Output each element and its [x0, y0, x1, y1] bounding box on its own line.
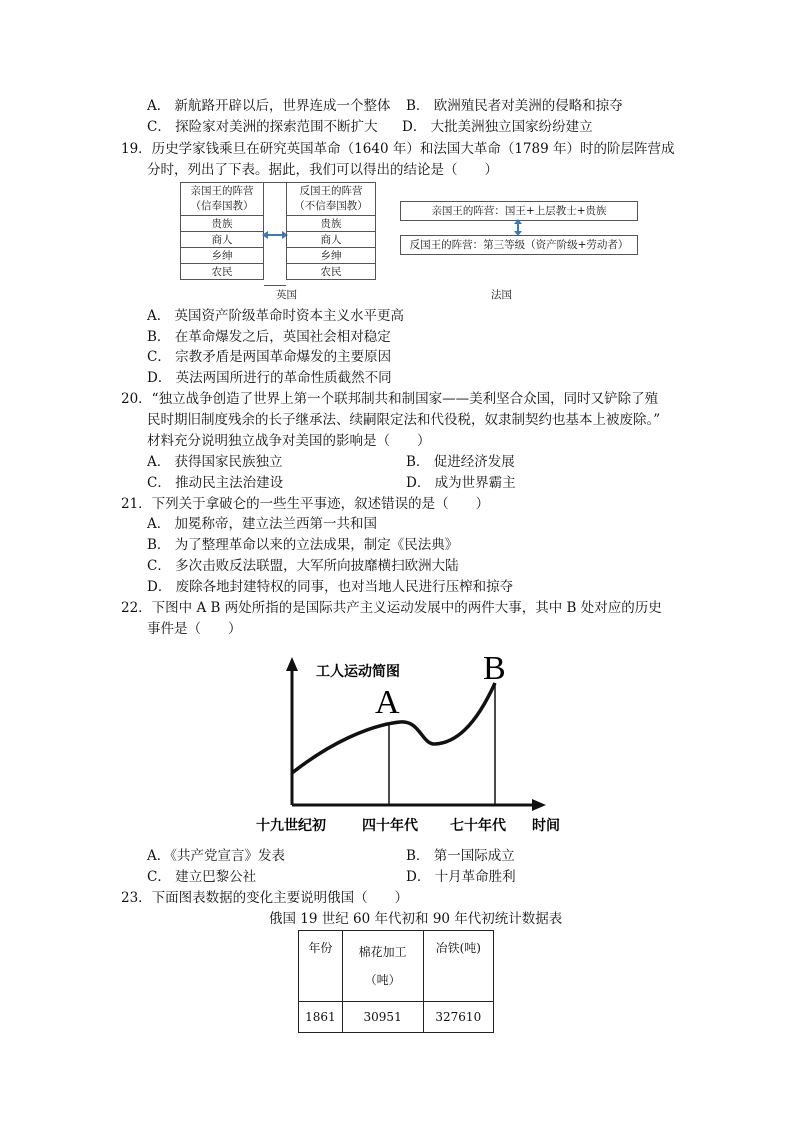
q20-stem-line1: 20．“独立战争创造了世界上第一个联邦制共和制国家——美利坚合众国，同时又铲除了殖 [121, 391, 659, 407]
header-iron: 冶铁(吨) [423, 931, 493, 1002]
q20-stem-line3: 材料充分说明独立战争对美国的影响是（ ） [147, 433, 431, 449]
king-camp-header: 亲国王的阵营 （信奉国教） [181, 183, 264, 216]
worker-movement-chart [250, 645, 580, 845]
q20-option-c: C． 推动民主法治建设 [147, 475, 284, 491]
header-cotton: 棉花加工 （吨） [342, 931, 423, 1002]
anti-king-camp-row: 贵族 [287, 216, 376, 232]
q21-stem: 21．下列关于拿破仑的一些生平事迹，叙述错误的是（ ） [121, 496, 490, 512]
q18-option-a: A． 新航路开辟以后，世界连成一个整体 [147, 98, 391, 114]
cell-year: 1861 [299, 1002, 343, 1033]
england-anti-king-camp-table [286, 182, 376, 280]
y-axis-arrow-icon [286, 657, 298, 671]
russia-stats-table [298, 930, 494, 1033]
q22-option-a: A．《共产党宣言》发表 [147, 848, 285, 864]
x-tick-label: 十九世纪初 [256, 818, 326, 834]
king-camp-row: 商人 [181, 232, 264, 248]
label-b: B [483, 650, 506, 687]
header-year: 年份 [299, 931, 343, 1002]
label-a: A [375, 684, 400, 721]
q20-option-d: D． 成为世界霸主 [406, 475, 516, 491]
cell-cotton: 30951 [342, 1002, 423, 1033]
q19-option-b: B． 在革命爆发之后，英国社会相对稳定 [147, 329, 391, 345]
q22-stem-line1: 22．下图中 A B 两处所指的是国际共产主义运动发展中的两件大事，其中 B 处对应的历史 [121, 600, 662, 616]
france-anti-king-camp-box: 反国王的阵营：第三等级（资产阶级+劳动者） [400, 235, 638, 255]
q22-option-c: C． 建立巴黎公社 [147, 869, 257, 885]
france-caption: 法国 [491, 289, 512, 301]
q22-stem-line2: 事件是（ ） [147, 621, 242, 637]
q21-option-d: D． 废除各地封建特权的同事，也对当地人民进行压榨和掠夺 [147, 579, 514, 595]
anti-king-camp-row: 商人 [287, 232, 376, 248]
q22-option-d: D． 十月革命胜利 [406, 869, 516, 885]
q23-stem: 23．下面图表数据的变化主要说明俄国（ ） [121, 890, 409, 906]
vertical-double-arrow-icon [513, 219, 523, 236]
x-tick-label: 七十年代 [450, 818, 506, 834]
q20-option-a: A． 获得国家民族独立 [147, 454, 283, 470]
x-axis-arrow-icon [532, 799, 546, 811]
anti-king-camp-row: 农民 [287, 264, 376, 280]
q20-option-b: B． 促进经济发展 [406, 454, 515, 470]
x-tick-label: 四十年代 [362, 818, 418, 834]
q19-option-a: A． 英国资产阶级革命时资本主义水平更高 [147, 308, 405, 324]
q18-option-c: C． 探险家对美洲的探索范围不断扩大 [147, 119, 378, 135]
england-caption: 英国 [276, 289, 297, 301]
x-axis-label: 时间 [532, 818, 560, 834]
q18-option-d: D． 大批美洲独立国家纷纷建立 [402, 119, 593, 135]
q19-option-c: C． 宗教矛盾是两国革命爆发的主要原因 [147, 349, 392, 365]
q22-option-b: B． 第一国际成立 [406, 848, 515, 864]
england-king-camp-table [180, 182, 264, 280]
france-king-camp-box: 亲国王的阵营：国王+上层教士+贵族 [400, 201, 638, 221]
king-camp-row: 贵族 [181, 216, 264, 232]
anti-king-camp-header: 反国王的阵营 （不信奉国教） [287, 183, 376, 216]
q19-stem-line1: 19．历史学家钱乘旦在研究英国革命（1640 年）和法国大革命（1789 年）时的阶层阵营成 [121, 141, 675, 157]
king-camp-row: 农民 [181, 264, 264, 280]
q21-option-b: B． 为了整理革命以来的立法成果，制定《民法典》 [147, 537, 459, 553]
king-camp-row: 乡绅 [181, 248, 264, 264]
q21-option-c: C． 多次击败反法联盟，大军所向披靡横扫欧洲大陆 [147, 558, 459, 574]
q20-stem-line2: 民时期旧制度残余的长子继承法、续嗣限定法和代役税，奴隶制契约也基本上被废除。” [147, 412, 661, 428]
q19-option-d: D． 英法两国所进行的革命性质截然不同 [147, 370, 392, 386]
q21-option-a: A． 加冕称帝，建立法兰西第一共和国 [147, 516, 378, 532]
chart-title: 工人运动简图 [316, 664, 400, 680]
q23-table-title: 俄国 19 世纪 60 年代初和 90 年代初统计数据表 [269, 911, 563, 927]
double-arrow-icon [262, 229, 288, 241]
cell-iron: 327610 [423, 1002, 493, 1033]
q19-stem-line2: 分时，列出了下表。据此，我们可以得出的结论是（ ） [147, 162, 498, 178]
q18-option-b: B． 欧洲殖民者对美洲的侵略和掠夺 [406, 98, 623, 114]
anti-king-camp-row: 乡绅 [287, 248, 376, 264]
